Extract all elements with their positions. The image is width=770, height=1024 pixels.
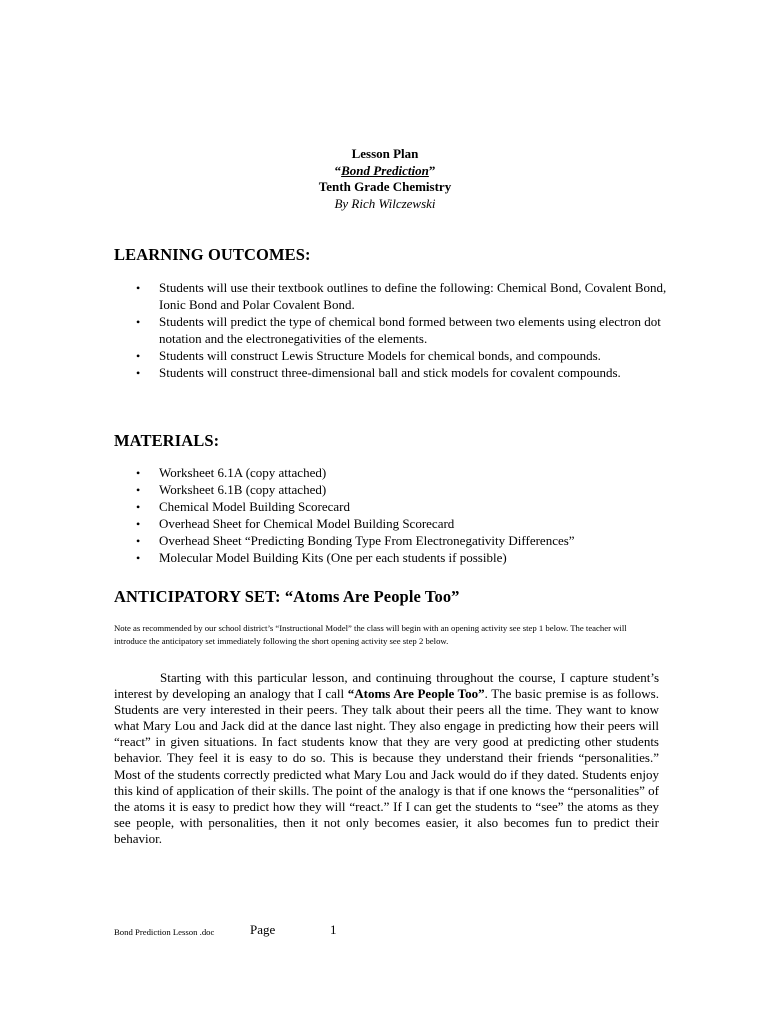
footer-page-label: Page <box>250 922 276 937</box>
list-item: • Students will construct three-dimensional ball and stick models for covalent compounds. <box>136 364 621 380</box>
bullet-icon: • <box>136 482 141 497</box>
page-footer <box>114 922 414 942</box>
lesson-title: “Bond Prediction” <box>334 162 436 178</box>
body-paragraph: Starting with this particular lesson, and continuing throughout the course, I capture student’s interest by developing an analogy that I call “Atoms Are People Too”. The basic premise is as follows. Students are very interested in their peers. They talk about their peers all the time. They want to know what Mary Lou and Jack did at the dance last night. They also engage in predicting how their peers will “react” in given situations. In fact students know that they are very good at predicting other students behavior. They feel it is easy to do so. This is because they understand their friends “personalities.” Most of the students correctly predicted what Mary Lou and Jack would do if they dated. Students enjoy this kind of application of their skills. The point of the analogy is that if one knows the “personalities” of the atoms it is easy to predict how they will “react.” If I can get the students to “see” the atoms as they see people, with personalities, then it not only becomes easier, it also becomes fun to predict their behavior. <box>114 670 659 846</box>
list-item: • Chemical Model Building Scorecard <box>136 498 350 514</box>
bullet-icon: • <box>136 533 141 548</box>
bullet-icon: • <box>136 516 141 531</box>
bullet-icon: • <box>136 550 141 565</box>
instructional-model-note: Note as recommended by our school district’s “Instructional Model” the class will begin with an opening activity see step 1 below. The teacher will introduce the anticipatory set immediately following the short opening activity see step 2 below. <box>114 623 627 646</box>
anticipatory-set-heading: ANTICIPATORY SET: “Atoms Are People Too” <box>114 587 460 606</box>
bullet-icon: • <box>136 466 141 480</box>
analogy-name: “Atoms Are People Too” <box>347 686 485 702</box>
learning-outcomes-list <box>114 280 674 381</box>
materials-list <box>114 465 674 566</box>
list-item: • Molecular Model Building Kits (One per each students if possible) <box>136 549 507 565</box>
subject-line: Tenth Grade Chemistry <box>318 179 452 194</box>
footer-filename: Bond Prediction Lesson .doc <box>114 927 215 937</box>
list-item: • Students will predict the type of chemical bond formed between two elements using electron dot notation and the electronegativities of the elements. <box>136 313 661 346</box>
footer-page-number: 1 <box>330 922 337 937</box>
bullet-icon: • <box>136 314 141 329</box>
bullet-icon: • <box>136 348 141 363</box>
list-item: • Worksheet 6.1A (copy attached) <box>136 465 327 480</box>
bullet-icon: • <box>136 281 141 295</box>
materials-heading: MATERIALS: <box>114 431 220 450</box>
learning-outcomes-heading: LEARNING OUTCOMES: <box>114 245 311 264</box>
author-line: By Rich Wilczewski <box>334 195 436 211</box>
list-item: • Students will use their textbook outlines to define the following: Chemical Bond, Covalent Bond, Ionic Bond and Polar Covalent Bond. <box>136 280 667 312</box>
list-item: • Worksheet 6.1B (copy attached) <box>136 481 327 497</box>
bullet-icon: • <box>136 499 141 514</box>
list-item: • Overhead Sheet “Predicting Bonding Type From Electronegativity Differences” <box>136 532 575 548</box>
title-block <box>0 146 770 212</box>
list-item: • Students will construct Lewis Structure Models for chemical bonds, and compounds. <box>136 347 601 363</box>
list-item: • Overhead Sheet for Chemical Model Building Scorecard <box>136 515 455 531</box>
lesson-title-text: Bond Prediction <box>341 162 429 178</box>
bullet-icon: • <box>136 365 141 380</box>
lesson-plan-label: Lesson Plan <box>351 146 419 161</box>
